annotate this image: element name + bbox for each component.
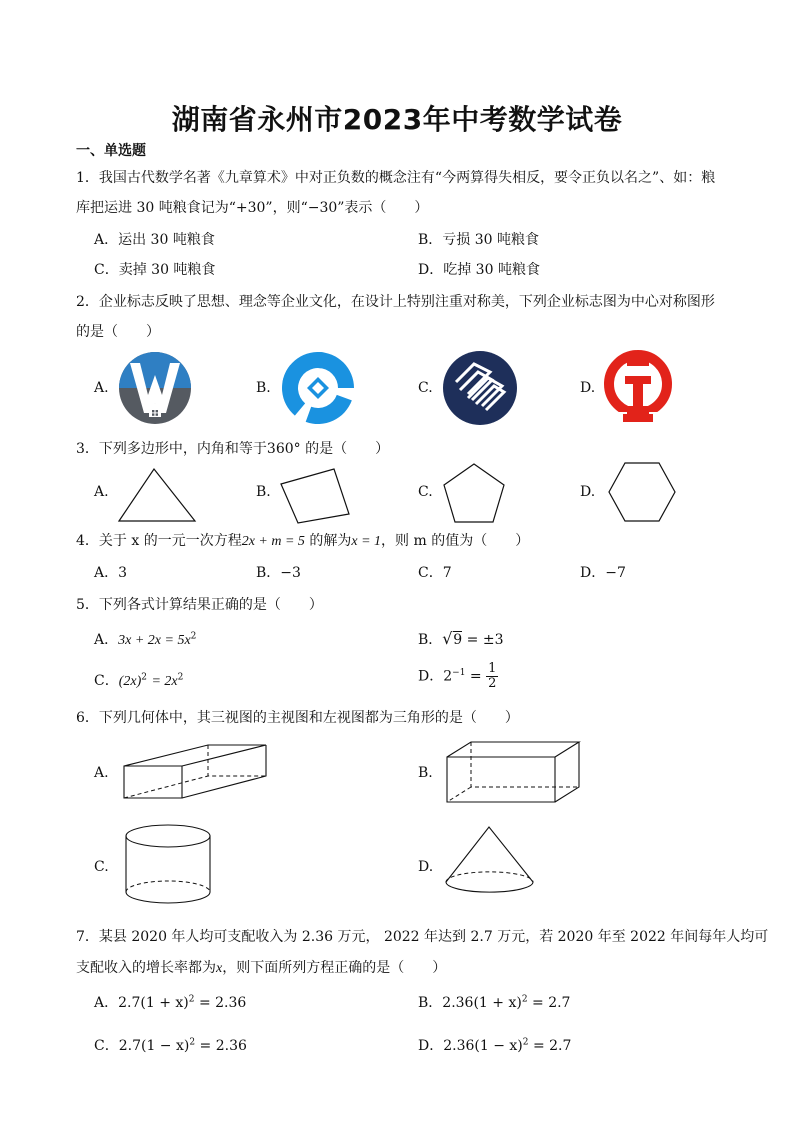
- q7-b-sup: 2: [521, 994, 528, 1005]
- q3-label-d: D.: [580, 484, 596, 500]
- q1-option-a: A．运出 30 吨粮食: [94, 232, 215, 248]
- q5-option-b: [418, 629, 504, 649]
- q3-stem: 3．下列多边形中，内角和等于360° 的是（ ）: [76, 441, 390, 457]
- q4-solution: x = 1: [351, 534, 382, 549]
- q7-c-rest: = 2.36: [199, 1038, 247, 1054]
- china-mobile-logo-icon: [442, 350, 518, 426]
- q7-stem-line2-pre: 支配收入的增长率都为: [76, 960, 216, 976]
- q7-option-b: [418, 992, 570, 1012]
- q5-b-root: [442, 629, 463, 648]
- q5-d-fraction: [486, 662, 498, 691]
- q7-option-d: [418, 1035, 571, 1055]
- q5-label-d: D．: [418, 668, 444, 685]
- q5-d-num: 1: [488, 661, 497, 676]
- cone-icon: [442, 824, 538, 896]
- cuboid-icon: [443, 739, 583, 805]
- q7-label-c: C．: [94, 1038, 119, 1054]
- q7-c-sup: 2: [189, 1037, 196, 1048]
- q4-stem-post: ，则 m 的值为（ ）: [381, 533, 530, 549]
- q2-label-b: B.: [256, 380, 271, 396]
- q7-stem-line2-post: ，则下面所列方程正确的是（ ）: [222, 960, 447, 976]
- page-title: 湖南省永州市2023年中考数学试卷: [171, 103, 623, 136]
- q5-d-eq: =: [469, 668, 482, 685]
- q5-label-c: C．: [94, 673, 119, 689]
- q1-stem-line1: 1．我国古代数学名著《九章算术》中对正负数的概念注有“今两算得失相反，要令正负以名之”、如：粮: [76, 170, 716, 186]
- q5-c-rest: = 2x: [151, 674, 178, 689]
- q4-option-b: B．−3: [256, 565, 301, 581]
- q4-option-c: C．7: [418, 565, 452, 581]
- q6-stem: 6．下列几何体中，其三视图的主视图和左视图都为三角形的是（ ）: [76, 710, 519, 726]
- q5-d-den: 2: [488, 676, 497, 691]
- q7-a-sup: 2: [188, 994, 195, 1005]
- railway-logo-icon: [603, 350, 673, 426]
- q7-c-expr: 2.7(1 − x): [118, 1038, 190, 1054]
- hexagon-icon: [606, 460, 678, 524]
- q2-stem-line1: 2．企业标志反映了思想、理念等企业文化，在设计上特别注重对称美，下列企业标志图为中心对称图形: [76, 294, 715, 310]
- q2-label-d: D.: [580, 380, 596, 396]
- q5-c-sup2: 2: [177, 672, 184, 683]
- q5-a-expr: 3x + 2x = 5x: [118, 633, 191, 648]
- q5-a-sup: 2: [190, 631, 197, 642]
- q5-option-c: [94, 670, 183, 690]
- q4-stem-mid: 的解为: [309, 533, 352, 549]
- q6-label-b: B.: [418, 765, 433, 781]
- q4-option-a: A．3: [94, 565, 128, 581]
- cylinder-icon: [122, 822, 214, 906]
- q5-c-sup: 2: [141, 672, 147, 683]
- q7-a-rest: = 2.36: [198, 995, 247, 1011]
- q7-d-sup: 2: [522, 1037, 529, 1048]
- q7-b-expr: 2.36(1 + x): [442, 995, 522, 1011]
- flat-prism-icon: [118, 740, 270, 802]
- q3-label-c: C.: [418, 484, 433, 500]
- q3-label-b: B.: [256, 484, 271, 500]
- q5-b-radicand: 9: [453, 632, 463, 648]
- q6-label-c: C.: [94, 859, 109, 875]
- q7-stem-line2: [76, 957, 446, 977]
- q6-label-d: D.: [418, 859, 434, 875]
- q1-option-c: C．卖掉 30 吨粮食: [94, 262, 216, 278]
- q5-d-base: 2: [443, 668, 453, 685]
- q7-d-expr: 2.36(1 − x): [443, 1038, 523, 1054]
- q7-b-rest: = 2.7: [532, 995, 571, 1011]
- pentagon-icon: [441, 461, 507, 525]
- q2-label-a: A.: [94, 380, 109, 396]
- q5-stem: 5．下列各式计算结果正确的是（ ）: [76, 597, 323, 613]
- q6-label-a: A.: [94, 765, 109, 781]
- q7-label-a: A．: [94, 995, 119, 1011]
- q7-option-c: [94, 1035, 247, 1055]
- radical-sign-icon: √: [442, 629, 453, 648]
- q2-stem-line2: 的是（ ）: [76, 324, 160, 340]
- q5-option-a: [94, 629, 196, 649]
- q7-label-b: B．: [418, 995, 443, 1011]
- q1-option-d: D．吃掉 30 吨粮食: [418, 262, 540, 278]
- triangle-icon: [116, 466, 198, 524]
- q4-equation: 2x + m = 5: [241, 534, 305, 549]
- q5-d-sup: −1: [452, 667, 466, 678]
- q2-label-c: C.: [418, 380, 433, 396]
- q5-b-rest: = ±3: [466, 632, 504, 648]
- q5-label-b: B．: [418, 632, 443, 648]
- q7-a-expr: 2.7(1 + x): [118, 995, 189, 1011]
- q1-option-b: B．亏损 30 吨粮食: [418, 232, 540, 248]
- q7-variable: x: [216, 961, 223, 976]
- section-heading: 一、单选题: [76, 143, 146, 159]
- q5-option-d: [418, 662, 498, 691]
- q4-stem: [76, 530, 529, 550]
- q7-d-rest: = 2.7: [532, 1038, 572, 1054]
- swirl-diamond-logo-icon: [280, 350, 356, 426]
- quadrilateral-icon: [278, 466, 352, 526]
- w-house-logo-icon: [118, 351, 192, 425]
- q4-option-d: D．−7: [580, 565, 626, 581]
- q7-stem-line1: 7．某县 2020 年人均可支配收入为 2.36 万元， 2022 年达到 2.7 万元，若 2020 年至 2022 年间每年人均可: [76, 929, 769, 945]
- q4-stem-pre: 4．关于 x 的一元一次方程: [76, 533, 242, 549]
- q5-c-base: (2x): [118, 674, 142, 689]
- q7-option-a: [94, 992, 246, 1012]
- q3-label-a: A.: [94, 484, 109, 500]
- q1-stem-line2: 库把运进 30 吨粮食记为“+30”，则“−30”表示（ ）: [76, 200, 429, 216]
- q7-label-d: D．: [418, 1038, 444, 1054]
- q5-label-a: A．: [94, 632, 119, 648]
